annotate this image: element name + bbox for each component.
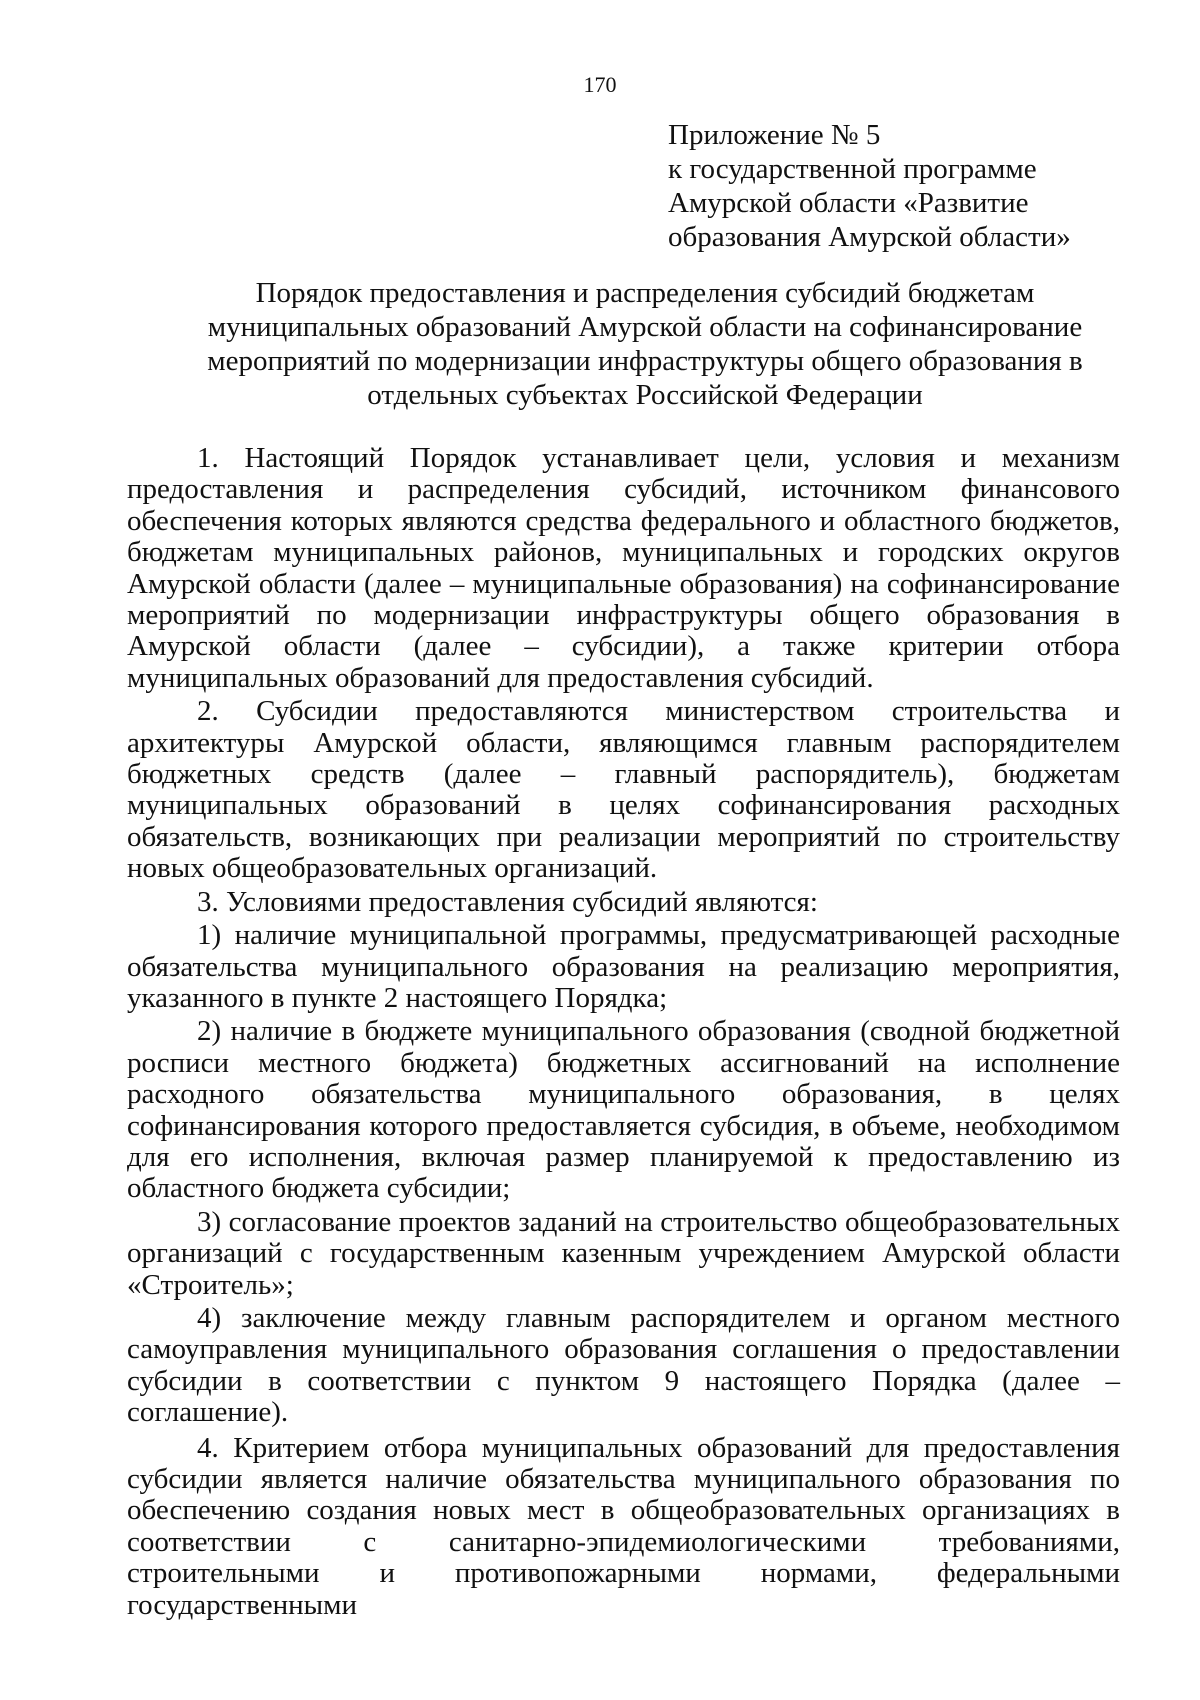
appendix-line: Амурской области «Развитие <box>668 187 1029 219</box>
paragraph-3: 3. Условиями предоставления субсидий являются: <box>197 885 818 918</box>
title-line: Порядок предоставления и распределения субсидий бюджетам <box>255 277 1035 309</box>
paragraph-3-item-4: 4) заключение между главным распорядителем и органом местного самоуправления муниципального образования соглашения о предоставлении субсидии в соответствии с пунктом 9 настоящего Порядка (далее – соглашение). <box>127 1301 1120 1429</box>
paragraph-3-item-2: 2) наличие в бюджете муниципального образования (сводной бюджетной росписи местного бюджета) бюджетных ассигнований на исполнение расходного обязательства муниципального образования, в целях софинансирования которого предоставляется субсидия, в объеме, необходимом для его исполнения, включая размер планируемой к предоставлению из областного бюджета субсидии; <box>127 1015 1120 1205</box>
appendix-line: к государственной программе <box>668 153 1037 185</box>
title-line: отдельных субъектах Российской Федерации <box>367 379 923 411</box>
appendix-line: образования Амурской области» <box>668 221 1071 253</box>
document-body <box>127 443 1120 1621</box>
paragraph-3-item-3: 3) согласование проектов заданий на строительство общеобразовательных организаций с государственным казенным учреждением Амурской области «Строитель»; <box>127 1205 1120 1301</box>
appendix-header <box>668 118 1128 254</box>
page-number: 170 <box>583 72 617 97</box>
title-line: мероприятий по модернизации инфраструктуры общего образования в <box>207 345 1083 377</box>
paragraph-4: 4. Критерием отбора муниципальных образований для предоставления субсидии является наличие обязательства муниципального образования по обеспечению создания новых мест в общеобразовательных организациях в соответствии с санитарно-эпидемиологическими требованиями, строительными и противопожарными нормами, федеральными государственными <box>127 1431 1120 1621</box>
appendix-line: Приложение № 5 <box>668 119 881 151</box>
document-title <box>200 276 1090 412</box>
title-line: муниципальных образований Амурской области на софинансирование <box>207 311 1083 343</box>
paragraph-1: 1. Настоящий Порядок устанавливает цели, условия и механизм предоставления и распределения субсидий, источником финансового обеспечения которых являются средства федерального и областного бюджетов, бюджетам муниципальных районов, муниципальных и городских округов Амурской области (далее – муниципальные образования) на софинансирование мероприятий по модернизации инфраструктуры общего образования в Амурской области (далее – субсидии), а также критерии отбора муниципальных образований для предоставления субсидий. <box>127 442 1120 694</box>
paragraph-2: 2. Субсидии предоставляются министерством строительства и архитектуры Амурской области, являющимся главным распорядителем бюджетных средств (далее – главный распорядитель), бюджетам муниципальных образований в целях софинансирования расходных обязательств, возникающих при реализации мероприятий по строительству новых общеобразовательных организаций. <box>127 695 1120 885</box>
paragraph-3-item-1: 1) наличие муниципальной программы, предусматривающей расходные обязательства муниципального образования на реализацию мероприятия, указанного в пункте 2 настоящего Порядка; <box>127 919 1120 1014</box>
